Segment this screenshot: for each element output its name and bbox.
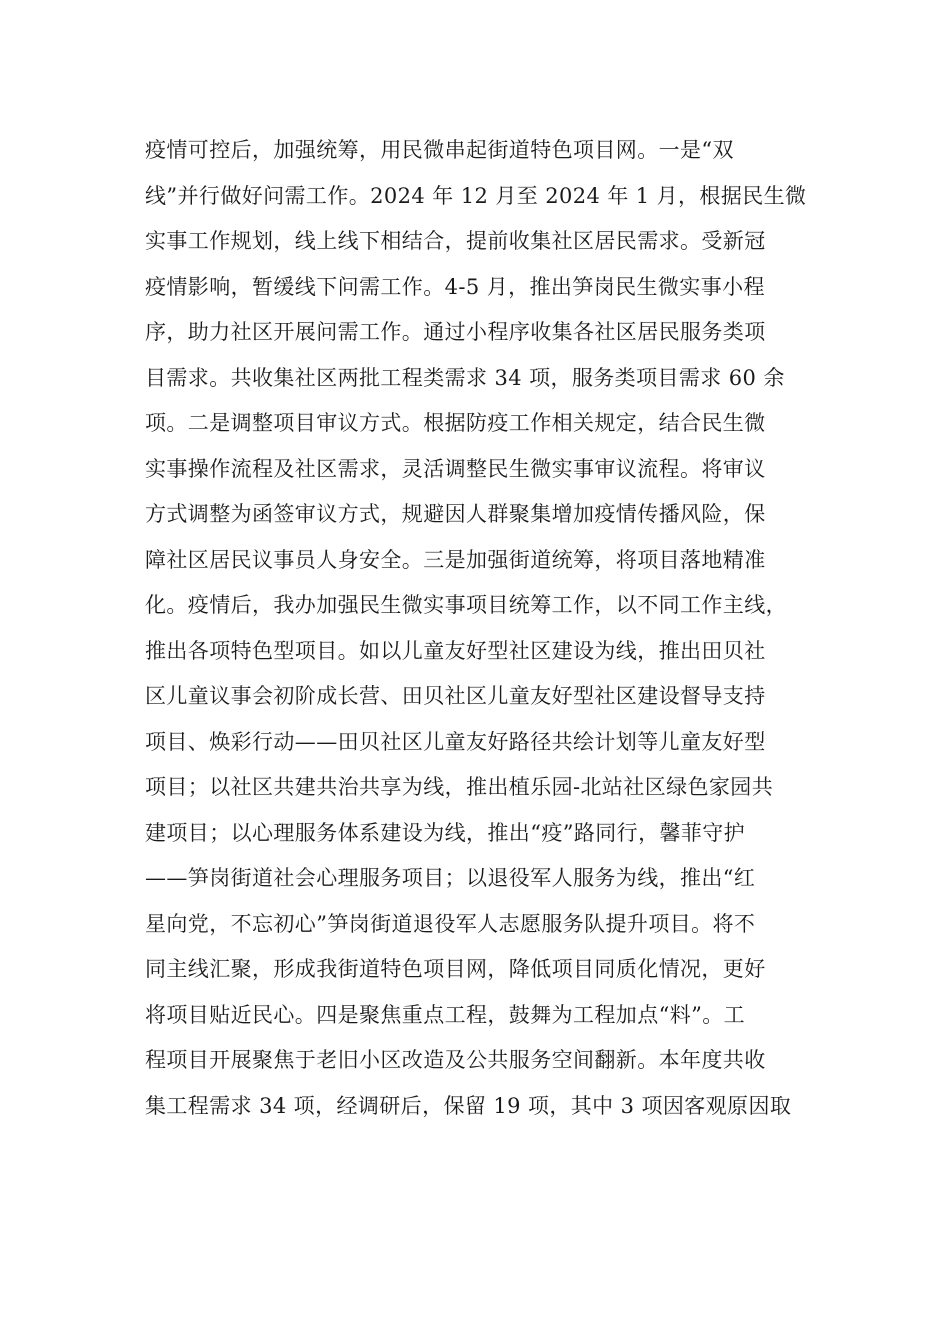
text-line: 同主线汇聚，形成我街道特色项目网，降低项目同质化情况，更好: [145, 957, 766, 981]
text-line: 目需求。共收集社区两批工程类需求 34 项，服务类项目需求 60 余: [145, 365, 785, 390]
text-line: 线”并行做好问需工作。2024 年 12 月至 2024 年 1 月，根据民生微: [145, 183, 807, 208]
text-line: 建项目；以心理服务体系建设为线，推出“疫”路同行，馨菲守护: [145, 820, 746, 845]
text-line: ——笋岗街道社会心理服务项目；以退役军人服务为线，推出“红: [145, 866, 756, 890]
text-line: 推出各项特色型项目。如以儿童友好型社区建设为线，推出田贝社: [145, 638, 766, 663]
text-line: 障社区居民议事员人身安全。三是加强街道统筹，将项目落地精准: [145, 547, 766, 572]
text-line: 方式调整为函签审议方式，规避因人群聚集增加疫情传播风险，保: [145, 502, 766, 526]
text-line: 疫情影响，暂缓线下问需工作。4-5 月，推出笋岗民生微实事小程: [145, 274, 765, 299]
text-line: 序，助力社区开展问需工作。通过小程序收集各社区居民服务类项: [145, 320, 766, 344]
text-line: 区儿童议事会初阶成长营、田贝社区儿童友好型社区建设督导支持: [145, 684, 766, 708]
text-line: 实事工作规划，线上线下相结合，提前收集社区居民需求。受新冠: [145, 229, 766, 253]
body-paragraph: [145, 128, 825, 1129]
text-line: 疫情可控后，加强统筹，用民微串起街道特色项目网。一是“双: [145, 138, 734, 162]
text-line: 星向党，不忘初心”笋岗街道退役军人志愿服务队提升项目。将不: [145, 911, 756, 936]
text-line: 程项目开展聚焦于老旧小区改造及公共服务空间翻新。本年度共收: [145, 1048, 766, 1072]
text-line: 实事操作流程及社区需求，灵活调整民生微实事审议流程。将审议: [145, 456, 766, 481]
text-line: 集工程需求 34 项，经调研后，保留 19 项，其中 3 项因客观原因取: [145, 1093, 792, 1118]
text-line: 将项目贴近民心。四是聚焦重点工程，鼓舞为工程加点“料”。工: [145, 1002, 746, 1027]
text-line: 化。疫情后，我办加强民生微实事项目统筹工作，以不同工作主线，: [145, 593, 787, 617]
text-line: 项。二是调整项目审议方式。根据防疫工作相关规定，结合民生微: [145, 411, 766, 435]
text-line: 项目；以社区共建共治共享为线，推出植乐园-北站社区绿色家园共: [145, 775, 774, 799]
text-line: 项目、焕彩行动——田贝社区儿童友好路径共绘计划等儿童友好型: [145, 729, 766, 754]
